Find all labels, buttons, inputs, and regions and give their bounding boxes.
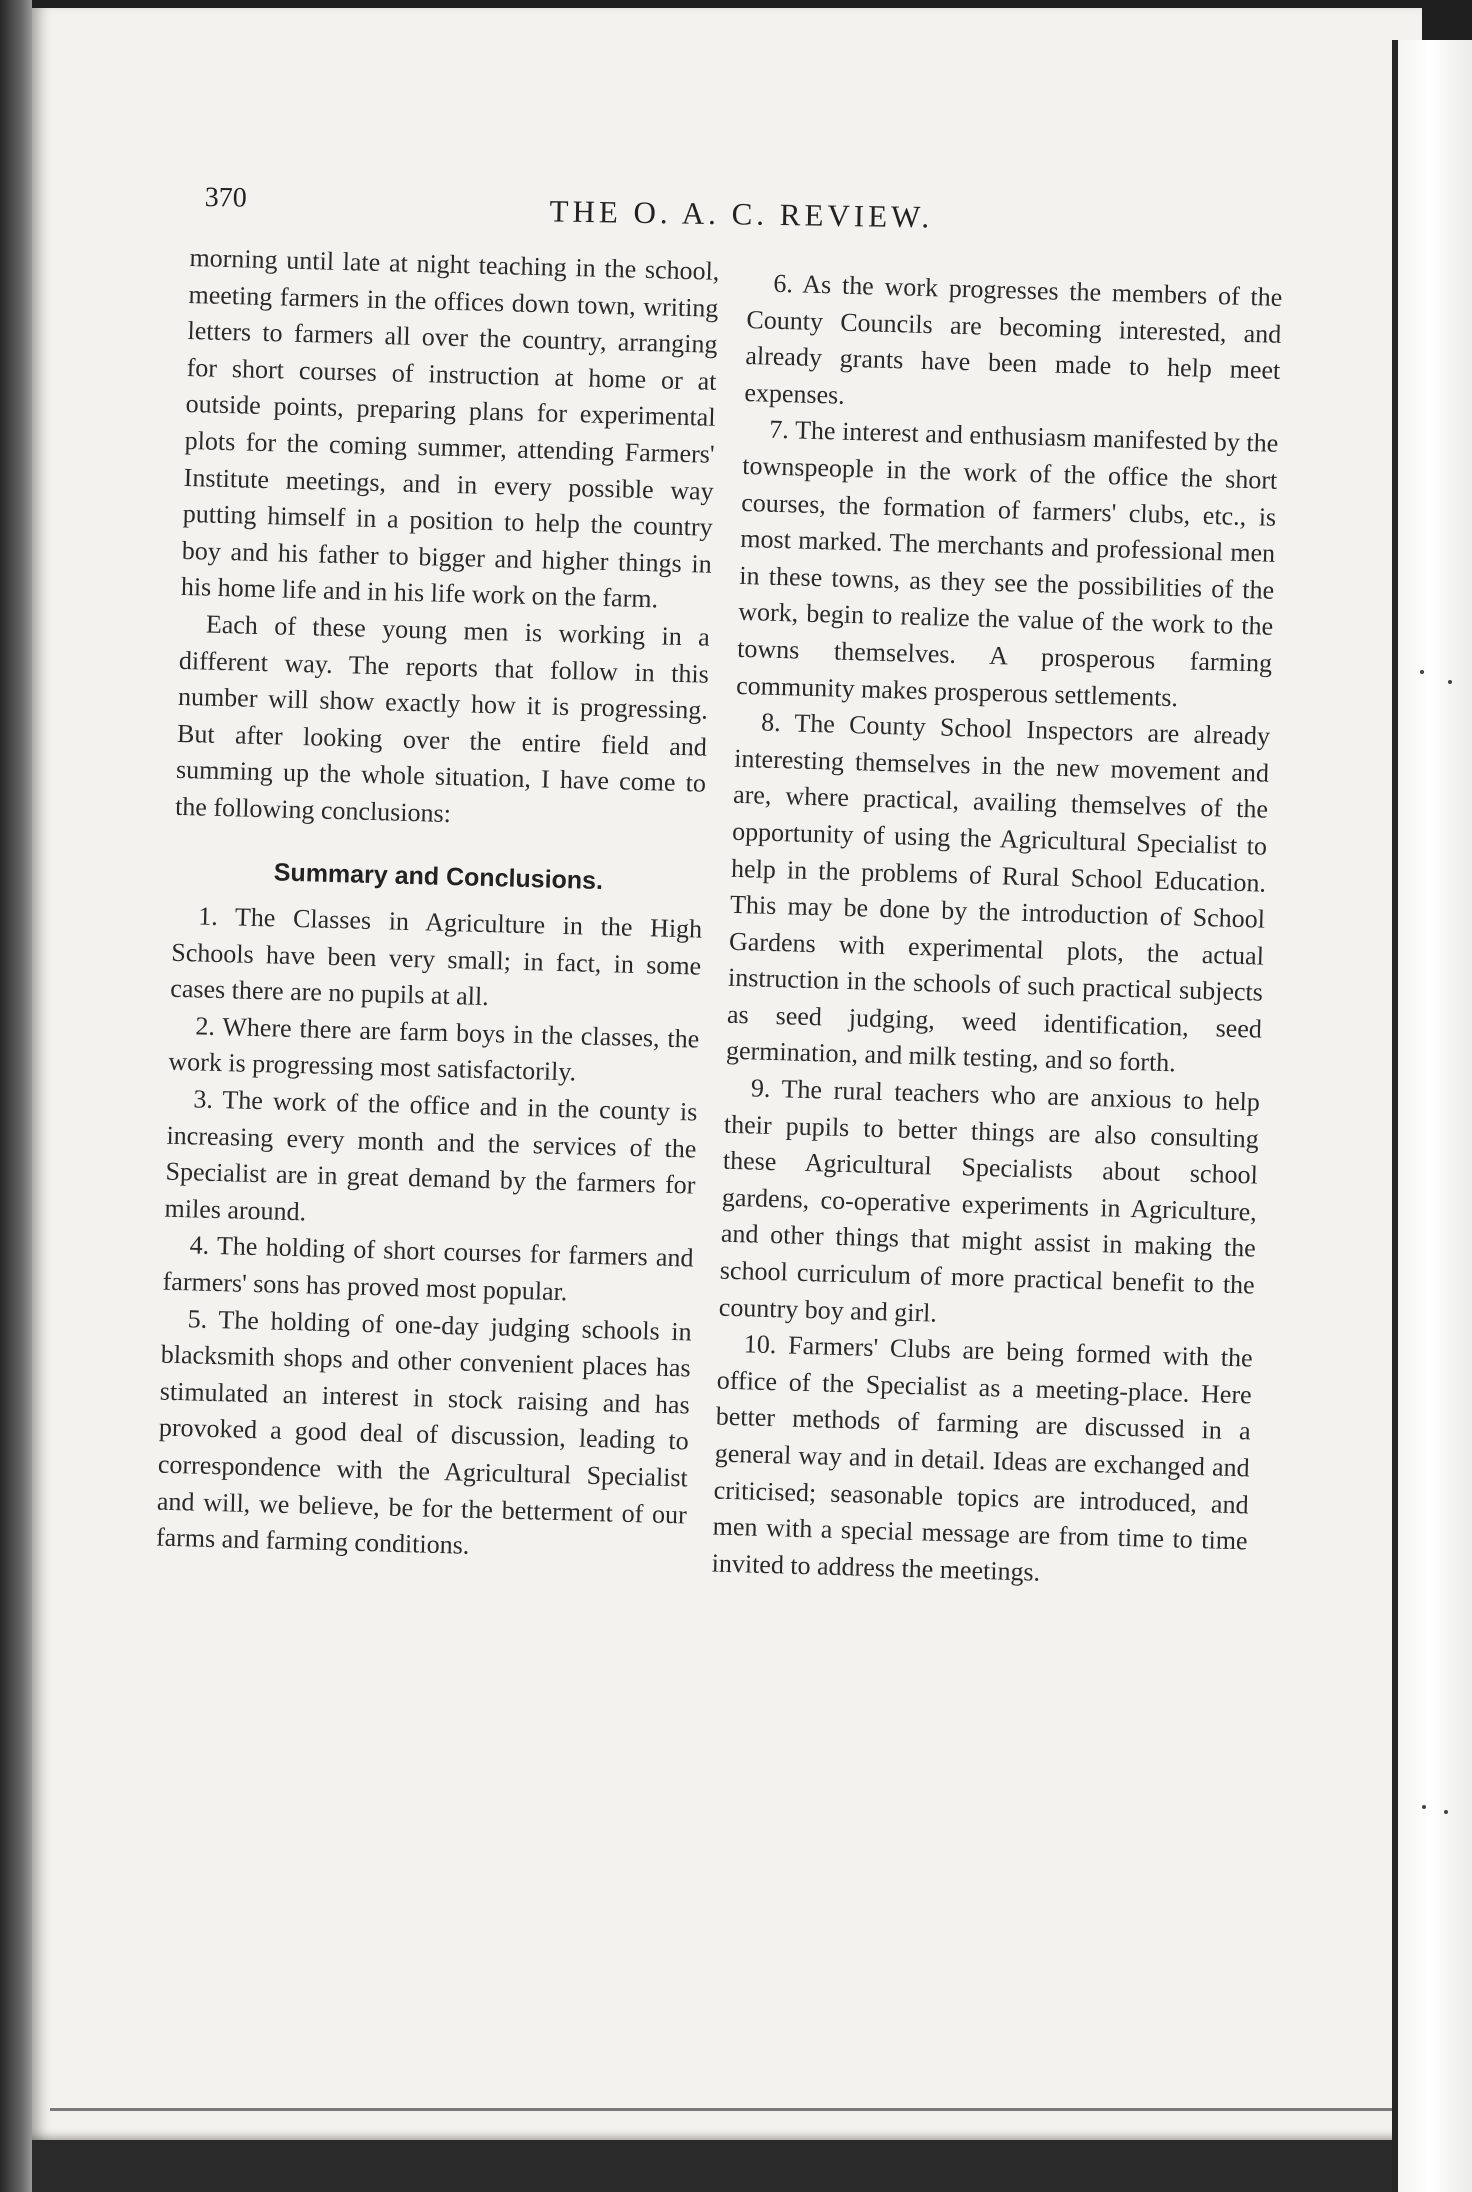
conclusion-item-9: 9. The rural teachers who are anxious to help their pupils to better things are also consulting these Agricultural Specialists about school gardens, co-operative experiments in Agriculture, and other things that might assist in making the school curriculum of more practical benefit to the country boy and girl. [718,1073,1261,1328]
page-number: 370 [204,182,247,214]
left-column [156,240,720,1570]
speck-mark [1420,670,1424,674]
binding-edge [0,0,32,2192]
running-title: THE O. A. C. REVIEW. [549,193,934,235]
paragraph-continuation: morning until late at night teaching in the school, meeting farmers in the offices down town, writing letters to farmers all over the country, arranging for short courses of instruction at home or at outside points, preparing plans for experimental plots for the coming summer, attending Farmers' Institute meetings, and in every possible way putting himself in a position to help the country boy and his father to bigger and higher things in his home life and in his life work on the farm. [180,242,720,614]
conclusion-item-10: 10. Farmers' Clubs are being formed with the office of the Specialist as a meeting-place. Here better methods of farming are discussed in a general way and in detail. Ideas are exchanged and criticised; seasonable topics are introduced, and men with a special message are from time to time invited to address the meetings. [711,1329,1254,1587]
paragraph-each-young-man: Each of these young men is working in a different way. The reports that follow in this number will show exactly how it is progressing. But after looking over the entire field and summing up the whole situation, I have come to the following conclusions: [174,609,711,828]
conclusion-item-4: 4. The holding of short courses for farmers and farmers' sons has proved most popular. [162,1230,694,1307]
conclusion-item-7: 7. The interest and enthusiasm manifested by the townspeople in the work of the office the short courses, the formation of farmers' clubs, etc., is most marked. The merchants and professional men in these towns, as they see the possibilities of the work, begin to realize the value of the work to the towns themselves. A prosperous farming community makes prosperous settlements. [735,415,1279,712]
speck-mark [1422,1805,1426,1809]
conclusion-item-8: 8. The County School Inspectors are already interesting themselves in the new movement and are, where practical, availing themselves of the opportunity of using the Agricultural Specialist to help in the problems of Rural School Education. This may be done by the introduction of School Gardens with experimental plots, the actual instruction in the schools of such practical subjects as seed judging, weed identification, seed germination, and milk testing, and so forth. [725,707,1271,1078]
conclusion-item-1: 1. The Classes in Agriculture in the High Schools have been very small; in fact, in some cases there are no pupils at all. [170,901,703,1012]
section-heading: Summary and Conclusions. [273,857,604,895]
next-page-edge [1392,40,1472,2192]
right-column [711,265,1283,1597]
conclusion-item-5: 5. The holding of one-day judging schools in blacksmith shops and other convenient places has stimulated an interest in stock raising and has provoked a good deal of discussion, leading to correspondence with the Agricultural Specialist and will, we believe, be for the betterment of our farms and farming conditions. [155,1303,692,1560]
page-bottom-edge [50,2108,1410,2111]
conclusion-item-6: 6. As the work progresses the members of the County Councils are becoming interested, and already grants have been made to help meet expenses. [744,268,1283,410]
conclusion-item-2: 2. Where there are farm boys in the classes, the work is progressing most satisfactorily. [168,1011,700,1087]
speck-mark [1444,1810,1448,1814]
conclusion-item-3: 3. The work of the office and in the county is increasing every month and the services of the Specialist are in great demand by the farmers for miles around. [164,1084,698,1227]
speck-mark [1448,680,1452,684]
